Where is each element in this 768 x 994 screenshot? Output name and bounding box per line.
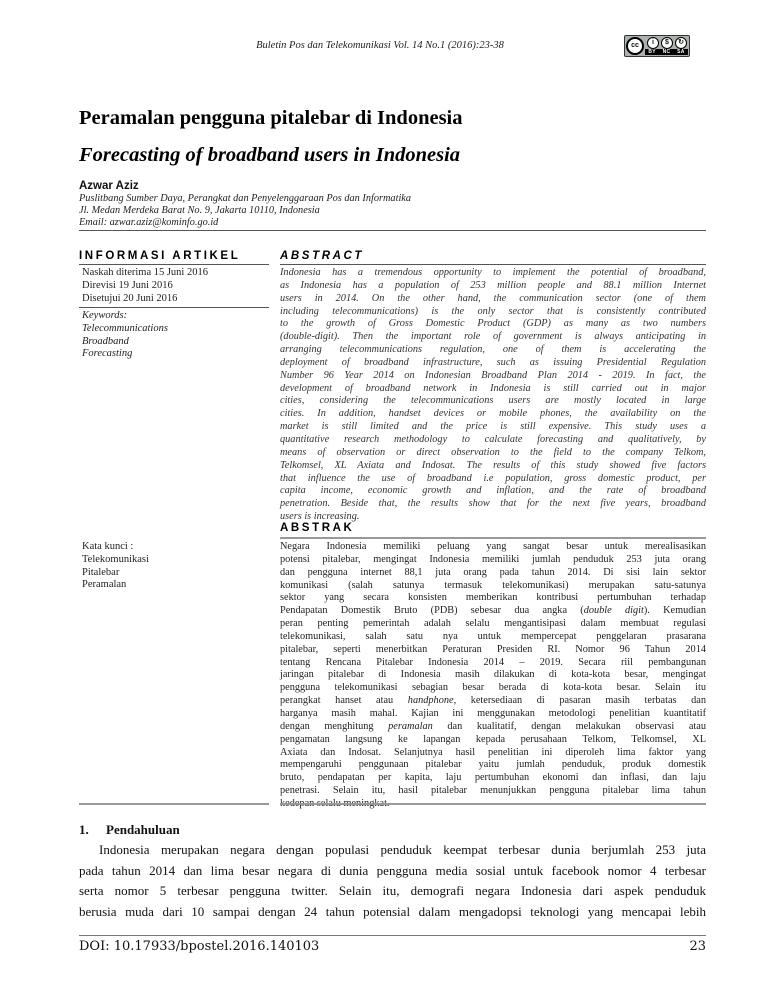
text-line: penetrasi. Selain itu, hasil pitalebar menunjukkan pengguna pitalebar lima tahun [280, 785, 706, 797]
keyword: Broadband [82, 335, 129, 347]
title-indonesian: Peramalan pengguna pitalebar di Indonesia [79, 107, 463, 129]
text-line: pitalebar, seperti menerbitkan Peraturan Presiden RI. Nomor 96 Tahun 2014 [280, 643, 706, 655]
text-line: potensi pitalebar, mengingat Indonesia memiliki jumlah penduduk 253 juta orang [280, 553, 706, 565]
abstrak-body [280, 541, 706, 811]
received-date: Naskah diterima 15 Juni 2016 [82, 267, 208, 278]
kata-kunci: Peramalan [82, 579, 127, 591]
accepted-date: Disetujui 20 Juni 2016 [82, 292, 178, 304]
abstrak-heading: ABSTRAK [280, 522, 355, 534]
divider [79, 230, 706, 231]
title-english: Forecasting of broadband users in Indonesia [79, 144, 461, 166]
doi-link[interactable]: DOI: 10.17933/bpostel.2016.140103 [79, 939, 320, 954]
section-number: 1. [79, 822, 89, 837]
text-line: peran penting pemerintah adalah selalu mengantisipasi dalam membuat regulasi [280, 618, 706, 630]
text-line: deployment of broadband infrastructure, such as issuing Presidential Regulation [280, 356, 706, 368]
noncommercial-icon: $ [661, 37, 673, 49]
text-line: arranging telecommunications regulation, one of them is accelerating the [280, 344, 706, 356]
text-line: penetration. Beside that, the results show that for the next five years, broadband [280, 498, 706, 510]
share-alike-icon: ↻ [675, 37, 687, 49]
kata-kunci: Telekomunikasi [82, 553, 149, 565]
text-line: pengamatan langsung ke lapangan kepada perusahaan Telkom, Telkomsel, XL [280, 733, 706, 745]
divider [280, 537, 706, 539]
kata-kunci: Pitalebar [82, 566, 120, 578]
affiliation-line: Puslitbang Sumber Daya, Perangkat dan Penyelenggaraan Pos dan Informatika [79, 193, 412, 204]
section-title: Pendahuluan [106, 822, 180, 837]
text-line: jaringan pitalebar di Indonesia masih dilakukan di kota-kota besar, mengingat [280, 669, 706, 681]
text-line: users in 2014. On the other hand, the communication sector (one of them [280, 292, 706, 304]
text-line: Indonesia merupakan negara dengan populasi penduduk keempat terbesar dunia berjumlah 253 juta [99, 842, 706, 857]
text-line: kedepan selalu meningkat. [280, 797, 390, 809]
revised-date: Direvisi 19 Juni 2016 [82, 279, 173, 291]
text-line: mempengaruhi penggunaan pitalebar yaitu jumlah penduduk, produk domestik [280, 759, 706, 771]
text-line: perangkat hanset atau handphone, ketersediaan di pasaran masih terbatas dan [280, 695, 706, 707]
abstract-body [280, 267, 706, 524]
text-line: pada tahun 2014 dan lima besar negara di dunia pengguna media sosial untuk facebook nomor 4 terbesar [79, 862, 706, 878]
text-line: Number 96 Year 2014 on Indonesian Broadband Plan 2014 - 2019. In fact, the [280, 369, 706, 381]
creative-commons-license-icon[interactable] [624, 35, 690, 57]
text-line: as Indonesia has a population of 253 million people and 88.1 million Internet [280, 279, 706, 291]
attribution-icon: i [647, 37, 659, 49]
text-line: Indonesia has a tremendous opportunity to implement the potential of broadband, [280, 267, 706, 278]
text-line: pengguna telekomunikasi sebagian besar berada di kota-kota besar. Selain itu [280, 682, 706, 694]
text-line: users is increasing. [280, 511, 360, 523]
text-line: sektor yang secara konsisten memberikan kontribusi pertumbuhan terhadap [280, 592, 706, 604]
text-line: quantitative research methodology to calculate forecasting and qualitatively, by [280, 433, 706, 445]
divider [280, 803, 706, 805]
text-line: to the growth of Gross Domestic Product (GDP) as many as two numbers [280, 318, 706, 330]
keyword: Forecasting [82, 348, 133, 360]
section-body [79, 840, 706, 922]
text-line: (double-digit). Then the important role of government is always anticipating in [280, 331, 706, 343]
page-number: 23 [689, 939, 706, 954]
text-line: market is still limited and the price is still expensive. This study uses a [280, 421, 706, 433]
text-line: capita income, economic growth and inflation, and the rate of broadband [280, 485, 706, 497]
address-line: Jl. Medan Merdeka Barat No. 9, Jakarta 10110, Indonesia [79, 205, 320, 216]
text-line: Negara Indonesia memiliki peluang yang sangat besar untuk merealisasikan [280, 541, 706, 552]
text-line: berusia muda dari 10 sampai dengan 24 tahun potensial dalam mengadopsi teknologi yang mencapai lebih [79, 903, 706, 919]
text-line: Telkomsel, XL Axiata and Indosat. The results of this study showed five factors [280, 459, 706, 471]
kata-kunci-block [82, 541, 149, 592]
text-line: development of broadband network in Indonesia is still carried out in major [280, 382, 706, 394]
text-line: that influence the use of broadband i.e population, gross domestic product, per [280, 472, 706, 484]
keyword: Telecommunications [82, 322, 168, 334]
author-name: Azwar Aziz [79, 180, 139, 192]
keywords-label: Keywords: [82, 310, 128, 321]
cc-icon: cc [626, 37, 644, 55]
footer-divider [79, 935, 706, 936]
running-head: Buletin Pos dan Telekomunikasi Vol. 14 No.1 (2016):23-38 [256, 40, 504, 51]
text-line: telekomunikasi, salah satu nya untuk mempercepat penggelaran prasarana [280, 630, 706, 642]
divider [79, 803, 269, 805]
divider [79, 307, 269, 308]
text-line: harganya masih mahal. Kajian ini menggunakan metodologi penelitian kuantitatif [280, 707, 706, 719]
text-line: Pendapatan Domestik Bruto (PDB) sebesar dua angka (double digit). Kemudian [280, 605, 706, 617]
text-line: cities, considering the telecommunications users are mostly located in large [280, 395, 706, 407]
text-line: komunikasi (salah satunya termasuk telekomunikasi) merupakan satu-satunya [280, 579, 706, 591]
article-history [82, 267, 208, 305]
section-heading [79, 822, 180, 838]
text-line: dengan menghitung peramalan dan kualitatif, dengan melakukan observasi atau [280, 720, 706, 732]
text-line: Axiata dan Indosat. Selanjutnya hasil penelitian ini diperoleh lima faktor yang [280, 746, 706, 758]
article-info-heading: INFORMASI ARTIKEL [79, 250, 241, 262]
license-strip: BY NC SA [645, 49, 688, 55]
email-link[interactable]: Email: azwar.aziz@kominfo.go.id [79, 217, 219, 228]
text-line: dan pengguna internet 88,1 juta orang pada tahun 2014. Di sisi lain sektor [280, 566, 706, 578]
author-affiliation [79, 193, 411, 229]
text-line: serta nomor 5 terbesar pengguna twitter. Selain itu, demografi negara Indonesia dari aspek penduduk [79, 883, 706, 899]
divider [280, 264, 706, 265]
text-line: cities. In addition, handset devices or mobile phones, the availability on the [280, 408, 706, 420]
text-line: including telecommunications) is the only sector that is consistently contributed [280, 305, 706, 317]
keywords-block [82, 310, 168, 361]
text-line: bruto, pendapatan per kapita, laju pertumbuhan ekonomi dan inflasi, dan laju [280, 772, 706, 784]
abstract-heading: ABSTRACT [280, 250, 365, 262]
text-line: means of observation or direct observation to the field to the company Telkom, [280, 446, 706, 458]
text-line: tentang Rencana Pitalebar Indonesia 2014 – 2019. Secara riil pembangunan [280, 656, 706, 668]
divider [79, 264, 269, 265]
kata-kunci-label: Kata kunci : [82, 541, 134, 552]
